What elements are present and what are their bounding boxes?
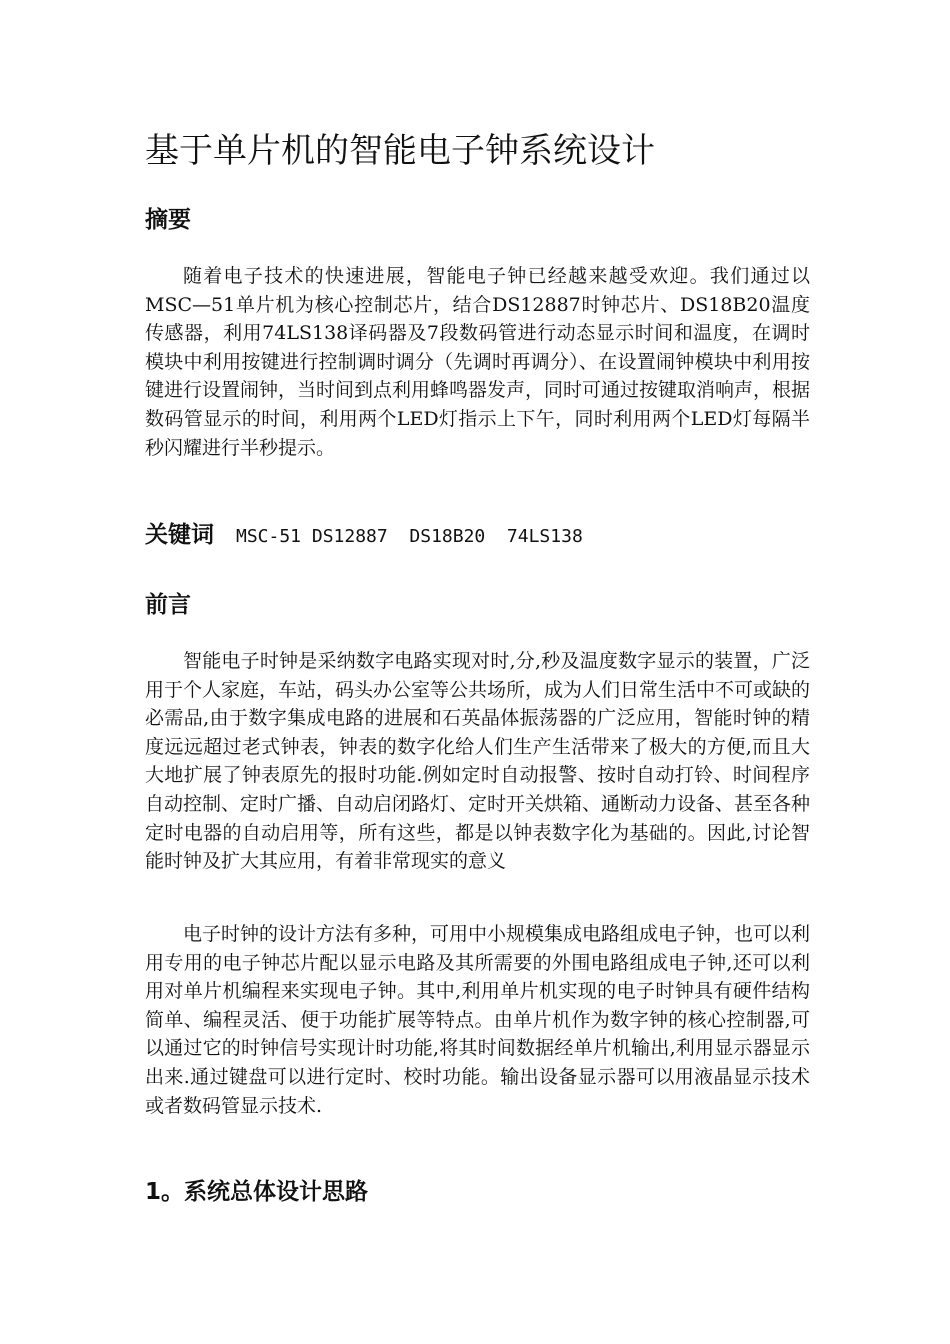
keywords-value: MSC-51 DS12887 DS18B20 74LS138 <box>236 526 583 547</box>
abstract-heading: 摘要 <box>145 207 191 233</box>
section-1-heading: 1。系统总体设计思路 <box>145 1179 369 1205</box>
preface-heading: 前言 <box>145 592 191 618</box>
preface-paragraph-1: 智能电子时钟是采纳数字电路实现对时,分,秒及温度数字显示的装置，广泛用于个人家庭，车站，码头办公室等公共场所，成为人们日常生活中不可或缺的必需品,由于数字集成电路的进展和石英晶体振荡器的广泛应用，智能时钟的精度远远超过老式钟表，钟表的数字化给人们生产生活带来了极大的方便,而且大大地扩展了钟表原先的报时功能.例如定时自动报警、按时自动打铃、时间程序自动控制、定时广播、自动启闭路灯、定时开关烘箱、通断动力设备、甚至各种定时电器的自动启用等，所有这些，都是以钟表数字化为基础的。因此,讨论智能时钟及扩大其应用，有着非常现实的意义 <box>145 650 811 873</box>
keywords-line <box>145 518 810 554</box>
document-title: 基于单片机的智能电子钟系统设计 <box>145 131 655 171</box>
keywords-label: 关键词 <box>145 522 214 548</box>
abstract-paragraph: 随着电子技术的快速进展，智能电子钟已经越来越受欢迎。我们通过以MSC—51单片机为核心控制芯片，结合DS12887时钟芯片、DS18B20温度传感器，利用74LS138译码器及7段数码管进行动态显示时间和温度，在调时模块中利用按键进行控制调时调分（先调时再调分）、在设置闹钟模块中利用按键进行设置闹钟，当时间到点利用蜂鸣器发声，同时可通过按键取消响声，根据数码管显示的时间，利用两个LED灯指示上下午，同时利用两个LED灯每隔半秒闪耀进行半秒提示。 <box>145 265 811 459</box>
preface-paragraph-2: 电子时钟的设计方法有多种，可用中小规模集成电路组成电子钟，也可以利用专用的电子钟芯片配以显示电路及其所需要的外围电路组成电子钟,还可以利用对单片机编程来实现电子钟。其中,利用单片机实现的电子时钟具有硬件结构简单、编程灵活、便于功能扩展等特点。由单片机作为数字钟的核心控制器,可以通过它的时钟信号实现计时功能,将其时间数据经单片机输出,利用显示器显示出来.通过键盘可以进行定时、校时功能。输出设备显示器可以用液晶显示技术或者数码管显示技术. <box>145 923 811 1117</box>
